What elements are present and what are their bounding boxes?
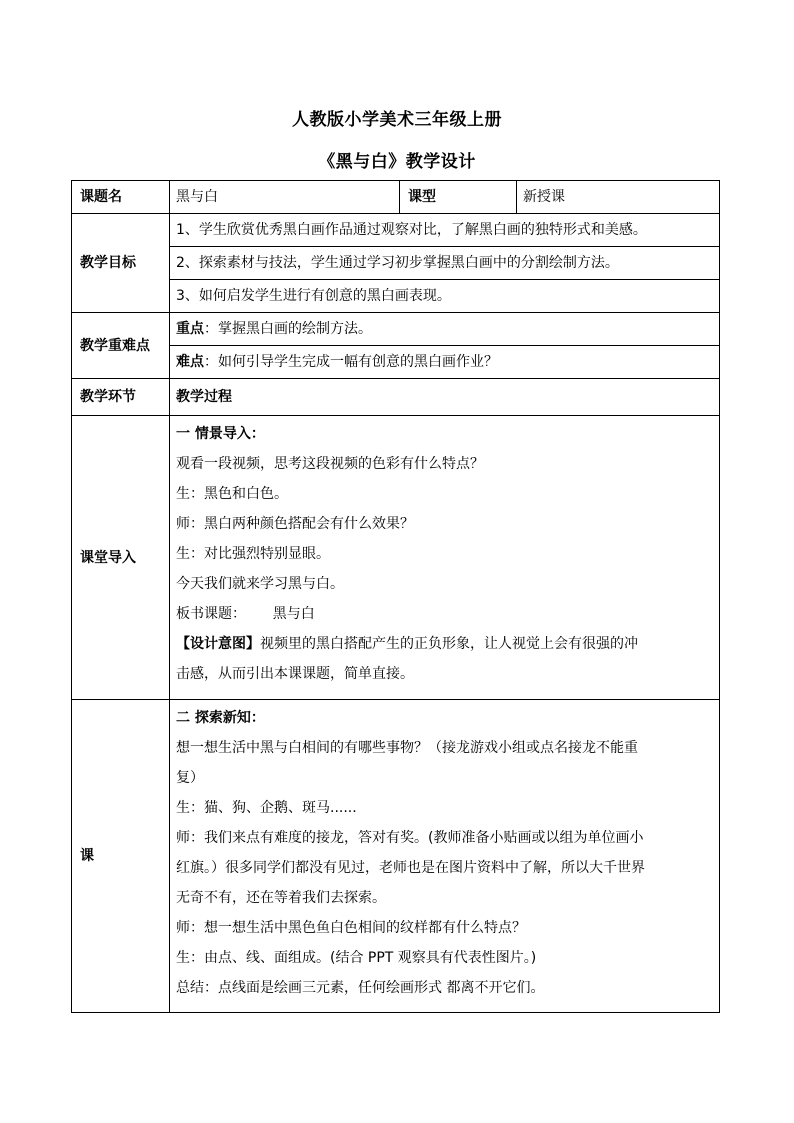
content-line: 生：由点、线、面组成。(结合 PPT 观察具有代表性图片。): [176, 950, 537, 966]
content-line: 复）: [176, 770, 204, 786]
key-point-text: ：掌握黑白画的绘制方法。: [204, 321, 372, 337]
design-intent-label: 【设计意图】: [176, 636, 260, 652]
difficulty-cell: [170, 346, 720, 379]
section-explore-content: [170, 700, 720, 1013]
topic-value: 黑与白: [170, 181, 400, 214]
content-line: 生：猫、狗、企鹅、斑马......: [176, 800, 357, 816]
process-header-value: 教学过程: [170, 379, 720, 416]
section-intro-label: 课堂导入: [72, 416, 170, 700]
document-title: 人教版小学美术三年级上册: [292, 110, 502, 130]
objective-item: 1、学生欣赏优秀黑白画作品通过观察对比，了解黑白画的独特形式和美感。: [170, 214, 720, 247]
process-header-row: [72, 379, 720, 416]
section-explore-heading: 二 探索新知：: [176, 710, 265, 726]
lesson-plan-table: [71, 180, 720, 1013]
objective-item: 3、如何启发学生进行有创意的黑白画表现。: [170, 280, 720, 313]
content-line: 师：想一想生活中黑色鱼白色相间的纹样都有什么特点？: [176, 920, 526, 936]
content-line: 总结：点线面是绘画三元素，任何绘画形式 都离不开它们。: [176, 980, 545, 996]
design-intent-text: 视频里的黑白搭配产生的正负形象，让人视觉上会有很强的冲: [260, 636, 638, 652]
content-line: 想一想生活中黑与白相间的有哪些事物？（接龙游戏小组或点名接龙不能重: [176, 740, 638, 756]
objective-row: [72, 214, 720, 247]
document-subtitle: 《黑与白》教学设计: [318, 152, 476, 172]
section-explore-row: [72, 700, 720, 1013]
content-line: 师：黑白两种颜色搭配会有什么效果？: [176, 516, 414, 532]
objective-row: [72, 247, 720, 280]
content-line: 红旗。）很多同学们都没有见过，老师也是在图片资料中了解，所以大千世界: [176, 860, 645, 876]
type-value: 新授课: [517, 181, 720, 214]
content-line: 无奇不有，还在等着我们去探索。: [176, 890, 386, 906]
objectives-label: 教学目标: [72, 214, 170, 313]
design-intent-line: [176, 629, 713, 659]
topic-label: 课题名: [72, 181, 170, 214]
content-line: 生：对比强烈特别显眼。: [176, 546, 330, 562]
content-line: 生：黑色和白色。: [176, 486, 288, 502]
content-line: 今天我们就来学习黑与白。: [176, 576, 344, 592]
section-intro-content: [170, 416, 720, 700]
key-point-row: [72, 313, 720, 346]
objective-item: 2、探索素材与技法，学生通过学习初步掌握黑白画中的分割绘制方法。: [170, 247, 720, 280]
content-line: 师：我们来点有难度的接龙，答对有奖。(教师准备小贴画或以组为单位画小: [176, 830, 644, 846]
type-label: 课型: [400, 181, 517, 214]
difficulty-label: 难点: [176, 354, 204, 370]
key-points-label: 教学重难点: [72, 313, 170, 379]
content-line: 板书课题： 黑与白: [176, 606, 315, 622]
difficulty-text: ：如何引导学生完成一幅有创意的黑白画作业？: [204, 354, 498, 370]
section-intro-heading: 一 情景导入：: [176, 426, 265, 442]
objective-row: [72, 280, 720, 313]
section-explore-label: 课: [72, 700, 170, 1013]
key-point-cell: [170, 313, 720, 346]
content-line: 观看一段视频，思考这段视频的色彩有什么特点？: [176, 456, 484, 472]
content-line: 击感，从而引出本课课题，简单直接。: [176, 666, 414, 682]
difficulty-row: [72, 346, 720, 379]
topic-row: [72, 181, 720, 214]
key-point-label: 重点: [176, 321, 204, 337]
process-header-label: 教学环节: [72, 379, 170, 416]
section-intro-row: [72, 416, 720, 700]
